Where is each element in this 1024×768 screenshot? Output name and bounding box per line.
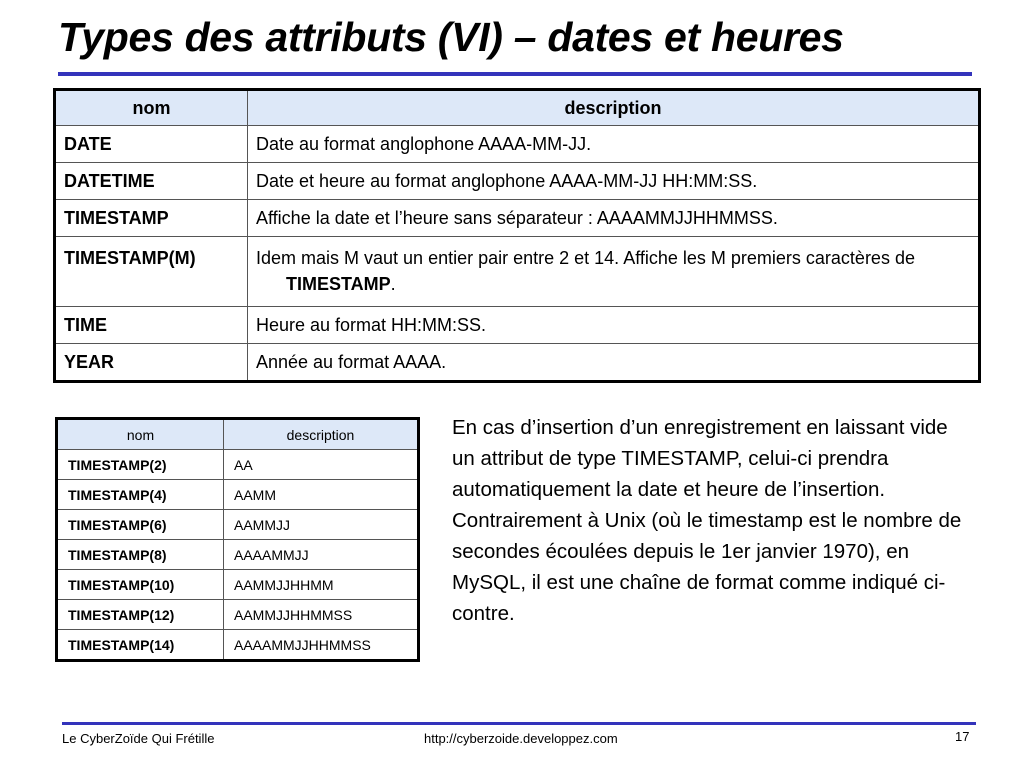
table-row: [57, 450, 419, 480]
table-header-row: [55, 90, 980, 126]
table-row: [57, 600, 419, 630]
table-row: [57, 630, 419, 661]
format-name: TIMESTAMP(12): [57, 600, 224, 630]
timestamp-formats-table: [55, 417, 420, 662]
type-description: Date et heure au format anglophone AAAA-MM-JJ HH:MM:SS.: [248, 163, 980, 200]
type-description: Date au format anglophone AAAA-MM-JJ.: [248, 126, 980, 163]
description-suffix: .: [390, 274, 396, 294]
format-name: TIMESTAMP(4): [57, 480, 224, 510]
type-name: DATETIME: [55, 163, 248, 200]
footer-url: http://cyberzoide.developpez.com: [424, 731, 618, 746]
attribute-types-table: [53, 88, 981, 383]
table-row: [57, 570, 419, 600]
format-value: AAMM: [224, 480, 419, 510]
table-row: [55, 344, 980, 382]
format-value: AAAAMMJJ: [224, 540, 419, 570]
page-number: 17: [955, 729, 970, 744]
format-value: AAMMJJHHMMSS: [224, 600, 419, 630]
format-value: AAMMJJ: [224, 510, 419, 540]
format-value: AAAAMMJJHHMMSS: [224, 630, 419, 661]
type-description: Affiche la date et l’heure sans séparateur : AAAAMMJJHHMMSS.: [248, 200, 980, 237]
slide-title: Types des attributs (VI) – dates et heures: [58, 14, 844, 60]
format-value: AAMMJJHHMM: [224, 570, 419, 600]
title-rule: [58, 72, 972, 76]
column-header-description: description: [224, 419, 419, 450]
table-row: [55, 163, 980, 200]
format-name: TIMESTAMP(14): [57, 630, 224, 661]
table-row: [57, 510, 419, 540]
column-header-nom: nom: [55, 90, 248, 126]
type-name: TIMESTAMP(M): [55, 237, 248, 307]
table-row: [55, 237, 980, 307]
description-bold: TIMESTAMP: [286, 274, 391, 294]
table-row: [57, 540, 419, 570]
type-name: TIMESTAMP: [55, 200, 248, 237]
format-name: TIMESTAMP(2): [57, 450, 224, 480]
footer-author: Le CyberZoïde Qui Frétille: [62, 731, 215, 746]
type-name: TIME: [55, 307, 248, 344]
table-row: [55, 200, 980, 237]
table-header-row: [57, 419, 419, 450]
explanation-paragraph: En cas d’insertion d’un enregistrement en laissant vide un attribut de type TIMESTAMP, celui-ci prendra automatiquement la date et heure de l’insertion. Contrairement à Unix (où le timestamp est le nombre de secondes écoulées depuis le 1er janvier 1970), en MySQL, il est une chaîne de format comme indiqué ci-contre.: [452, 416, 962, 625]
type-name: DATE: [55, 126, 248, 163]
type-description: Heure au format HH:MM:SS.: [248, 307, 980, 344]
format-name: TIMESTAMP(10): [57, 570, 224, 600]
table-row: [57, 480, 419, 510]
format-name: TIMESTAMP(8): [57, 540, 224, 570]
column-header-nom: nom: [57, 419, 224, 450]
table-row: [55, 307, 980, 344]
description-prefix: Idem mais M vaut un entier pair entre 2 et 14. Affiche les M premiers caractères de: [256, 248, 915, 268]
format-value: AA: [224, 450, 419, 480]
column-header-description: description: [248, 90, 980, 126]
type-name: YEAR: [55, 344, 248, 382]
table-row: [55, 126, 980, 163]
format-name: TIMESTAMP(6): [57, 510, 224, 540]
footer-rule: [62, 722, 976, 725]
type-description: [248, 237, 980, 307]
type-description-text: [256, 245, 970, 297]
type-description: Année au format AAAA.: [248, 344, 980, 382]
